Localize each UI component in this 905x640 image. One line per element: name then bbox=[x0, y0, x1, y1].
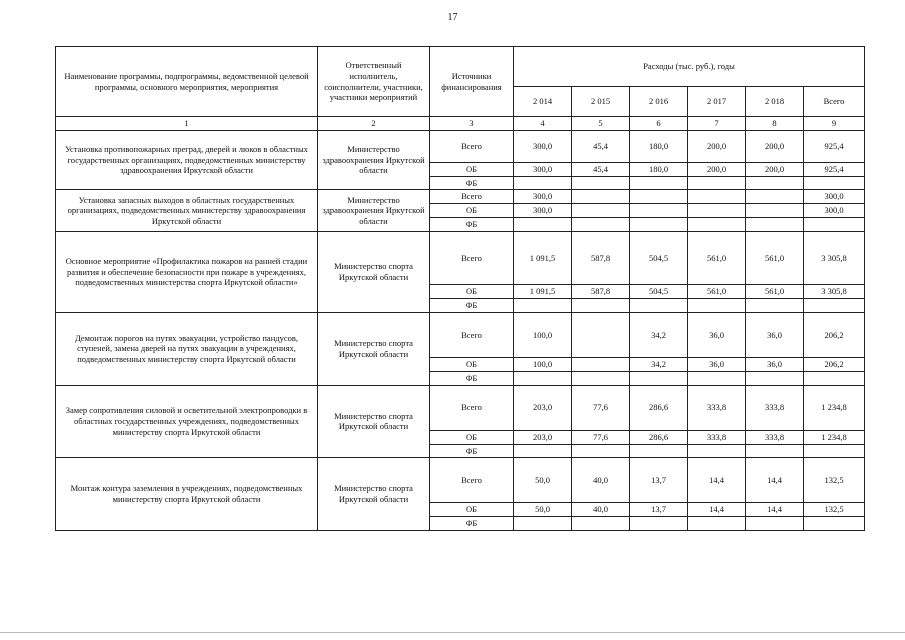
year-value bbox=[746, 204, 804, 218]
year-value: 34,2 bbox=[630, 357, 688, 371]
year-value bbox=[746, 517, 804, 531]
measure-name: Демонтаж порогов на путях эвакуации, устройство пандусов, ступеней, замена дверей на путях эвакуации в учреждениях, подведомственных министерству спорта Иркутской области bbox=[56, 312, 318, 385]
total-value: 206,2 bbox=[804, 312, 865, 357]
year-value: 203,0 bbox=[514, 385, 572, 430]
year-value: 14,4 bbox=[746, 458, 804, 503]
expenses-table bbox=[55, 46, 865, 531]
year-value: 561,0 bbox=[688, 232, 746, 285]
year-value bbox=[514, 176, 572, 190]
year-value: 45,4 bbox=[572, 130, 630, 162]
year-value: 561,0 bbox=[688, 285, 746, 299]
year-value: 587,8 bbox=[572, 232, 630, 285]
header-row bbox=[56, 47, 865, 87]
column-number: 4 bbox=[514, 117, 572, 131]
year-value: 333,8 bbox=[746, 430, 804, 444]
total-value bbox=[804, 218, 865, 232]
year-value bbox=[630, 190, 688, 204]
column-number: 5 bbox=[572, 117, 630, 131]
total-value: 132,5 bbox=[804, 503, 865, 517]
table-row bbox=[56, 130, 865, 162]
year-value: 504,5 bbox=[630, 285, 688, 299]
year-value bbox=[688, 371, 746, 385]
year-value: 100,0 bbox=[514, 312, 572, 357]
funding-source: ФБ bbox=[430, 218, 514, 232]
year-value: 13,7 bbox=[630, 503, 688, 517]
header-year: 2 014 bbox=[514, 87, 572, 117]
year-value: 180,0 bbox=[630, 162, 688, 176]
funding-source: ОБ bbox=[430, 204, 514, 218]
year-value: 286,6 bbox=[630, 385, 688, 430]
funding-source: ФБ bbox=[430, 517, 514, 531]
funding-source: ФБ bbox=[430, 444, 514, 458]
total-value: 132,5 bbox=[804, 458, 865, 503]
year-value: 587,8 bbox=[572, 285, 630, 299]
year-value bbox=[746, 444, 804, 458]
year-value bbox=[630, 517, 688, 531]
column-number: 9 bbox=[804, 117, 865, 131]
year-value: 36,0 bbox=[746, 357, 804, 371]
year-value: 333,8 bbox=[688, 430, 746, 444]
year-value: 13,7 bbox=[630, 458, 688, 503]
table-row bbox=[56, 190, 865, 204]
total-value: 925,4 bbox=[804, 162, 865, 176]
year-value: 300,0 bbox=[514, 130, 572, 162]
measure-name: Установка запасных выходов в областных государственных организациях, подведомственных министерству здравоохранения Иркутской области bbox=[56, 190, 318, 232]
total-value: 206,2 bbox=[804, 357, 865, 371]
year-value bbox=[514, 444, 572, 458]
header-year: 2 015 bbox=[572, 87, 630, 117]
year-value bbox=[746, 218, 804, 232]
total-value bbox=[804, 444, 865, 458]
year-value bbox=[688, 517, 746, 531]
column-number: 6 bbox=[630, 117, 688, 131]
column-number: 3 bbox=[430, 117, 514, 131]
header-total: Всего bbox=[804, 87, 865, 117]
year-value bbox=[630, 371, 688, 385]
year-value: 200,0 bbox=[688, 130, 746, 162]
year-value bbox=[572, 176, 630, 190]
year-value: 333,8 bbox=[746, 385, 804, 430]
year-value bbox=[572, 190, 630, 204]
year-value: 50,0 bbox=[514, 503, 572, 517]
header-year: 2 018 bbox=[746, 87, 804, 117]
funding-source: ФБ bbox=[430, 299, 514, 313]
total-value bbox=[804, 299, 865, 313]
year-value bbox=[746, 176, 804, 190]
responsible-executor: Министерство спорта Иркутской области bbox=[318, 385, 430, 458]
header-responsible: Ответственный исполнитель, соисполнители, участники, участники мероприятий bbox=[318, 47, 430, 117]
funding-source: ОБ bbox=[430, 285, 514, 299]
year-value: 561,0 bbox=[746, 285, 804, 299]
year-value: 200,0 bbox=[688, 162, 746, 176]
scan-edge-line bbox=[0, 632, 905, 633]
table-row bbox=[56, 385, 865, 430]
funding-source: ОБ bbox=[430, 503, 514, 517]
header-year: 2 016 bbox=[630, 87, 688, 117]
year-value: 36,0 bbox=[688, 312, 746, 357]
year-value bbox=[630, 204, 688, 218]
column-number: 8 bbox=[746, 117, 804, 131]
responsible-executor: Министерство здравоохранения Иркутской области bbox=[318, 130, 430, 190]
year-value bbox=[688, 190, 746, 204]
funding-source: Всего bbox=[430, 130, 514, 162]
year-value: 1 091,5 bbox=[514, 232, 572, 285]
total-value bbox=[804, 176, 865, 190]
header-year: 2 017 bbox=[688, 87, 746, 117]
year-value bbox=[572, 357, 630, 371]
year-value: 203,0 bbox=[514, 430, 572, 444]
year-value bbox=[688, 218, 746, 232]
year-value bbox=[572, 204, 630, 218]
table-row bbox=[56, 232, 865, 285]
column-number: 7 bbox=[688, 117, 746, 131]
funding-source: Всего bbox=[430, 312, 514, 357]
year-value: 40,0 bbox=[572, 503, 630, 517]
funding-source: Всего bbox=[430, 458, 514, 503]
year-value bbox=[630, 444, 688, 458]
table-row bbox=[56, 312, 865, 357]
year-value bbox=[688, 299, 746, 313]
measure-name: Замер сопротивления силовой и осветительной электропроводки в областных государственных учреждениях, подведомственных министерству спорта Иркутской области bbox=[56, 385, 318, 458]
year-value bbox=[746, 190, 804, 204]
year-value bbox=[688, 204, 746, 218]
total-value bbox=[804, 517, 865, 531]
year-value: 100,0 bbox=[514, 357, 572, 371]
page-number: 17 bbox=[447, 12, 458, 23]
funding-source: ОБ bbox=[430, 430, 514, 444]
year-value: 200,0 bbox=[746, 130, 804, 162]
year-value: 1 091,5 bbox=[514, 285, 572, 299]
year-value: 34,2 bbox=[630, 312, 688, 357]
year-value bbox=[514, 371, 572, 385]
column-number: 1 bbox=[56, 117, 318, 131]
year-value bbox=[514, 218, 572, 232]
year-value bbox=[572, 218, 630, 232]
year-value bbox=[630, 299, 688, 313]
year-value: 300,0 bbox=[514, 190, 572, 204]
year-value bbox=[572, 444, 630, 458]
year-value bbox=[630, 218, 688, 232]
funding-source: ОБ bbox=[430, 162, 514, 176]
funding-source: ФБ bbox=[430, 176, 514, 190]
total-value: 1 234,8 bbox=[804, 385, 865, 430]
total-value: 300,0 bbox=[804, 190, 865, 204]
year-value: 36,0 bbox=[746, 312, 804, 357]
funding-source: Всего bbox=[430, 190, 514, 204]
responsible-executor: Министерство спорта Иркутской области bbox=[318, 458, 430, 531]
year-value: 286,6 bbox=[630, 430, 688, 444]
column-numbers-row bbox=[56, 117, 865, 131]
year-value bbox=[572, 517, 630, 531]
header-name: Наименование программы, подпрограммы, ведомственной целевой программы, основного мероприятия, мероприятия bbox=[56, 47, 318, 117]
year-value: 300,0 bbox=[514, 204, 572, 218]
year-value bbox=[746, 371, 804, 385]
year-value: 561,0 bbox=[746, 232, 804, 285]
responsible-executor: Министерство спорта Иркутской области bbox=[318, 312, 430, 385]
year-value bbox=[572, 312, 630, 357]
year-value: 300,0 bbox=[514, 162, 572, 176]
year-value: 36,0 bbox=[688, 357, 746, 371]
year-value: 77,6 bbox=[572, 385, 630, 430]
year-value: 45,4 bbox=[572, 162, 630, 176]
header-expenses: Расходы (тыс. руб.), годы bbox=[514, 47, 865, 87]
total-value: 3 305,8 bbox=[804, 232, 865, 285]
year-value bbox=[688, 444, 746, 458]
measure-name: Основное мероприятие «Профилактика пожаров на ранней стадии развития и обеспечение безопасности при пожаре в учреждениях, подведомственных министерства спорта Иркутской области» bbox=[56, 232, 318, 313]
total-value: 925,4 bbox=[804, 130, 865, 162]
year-value: 14,4 bbox=[746, 503, 804, 517]
year-value bbox=[746, 299, 804, 313]
header-source: Источники финансирования bbox=[430, 47, 514, 117]
year-value: 333,8 bbox=[688, 385, 746, 430]
year-value bbox=[514, 299, 572, 313]
year-value: 50,0 bbox=[514, 458, 572, 503]
table-row bbox=[56, 458, 865, 503]
measure-name: Установка противопожарных преград, дверей и люков в областных государственных организациях, подведомственных министерству здравоохранения Иркутской области bbox=[56, 130, 318, 190]
year-value bbox=[572, 299, 630, 313]
total-value: 300,0 bbox=[804, 204, 865, 218]
year-value bbox=[514, 517, 572, 531]
year-value: 14,4 bbox=[688, 458, 746, 503]
funding-source: Всего bbox=[430, 385, 514, 430]
year-value bbox=[630, 176, 688, 190]
measure-name: Монтаж контура заземления в учреждениях, подведомственных министерству спорта Иркутской области bbox=[56, 458, 318, 531]
total-value: 1 234,8 bbox=[804, 430, 865, 444]
responsible-executor: Министерство спорта Иркутской области bbox=[318, 232, 430, 313]
responsible-executor: Министерство здравоохранения Иркутской области bbox=[318, 190, 430, 232]
year-value: 180,0 bbox=[630, 130, 688, 162]
funding-source: Всего bbox=[430, 232, 514, 285]
year-value: 200,0 bbox=[746, 162, 804, 176]
total-value: 3 305,8 bbox=[804, 285, 865, 299]
funding-source: ОБ bbox=[430, 357, 514, 371]
year-value: 504,5 bbox=[630, 232, 688, 285]
year-value: 14,4 bbox=[688, 503, 746, 517]
year-value: 77,6 bbox=[572, 430, 630, 444]
column-number: 2 bbox=[318, 117, 430, 131]
year-value: 40,0 bbox=[572, 458, 630, 503]
total-value bbox=[804, 371, 865, 385]
year-value bbox=[688, 176, 746, 190]
funding-source: ФБ bbox=[430, 371, 514, 385]
year-value bbox=[572, 371, 630, 385]
